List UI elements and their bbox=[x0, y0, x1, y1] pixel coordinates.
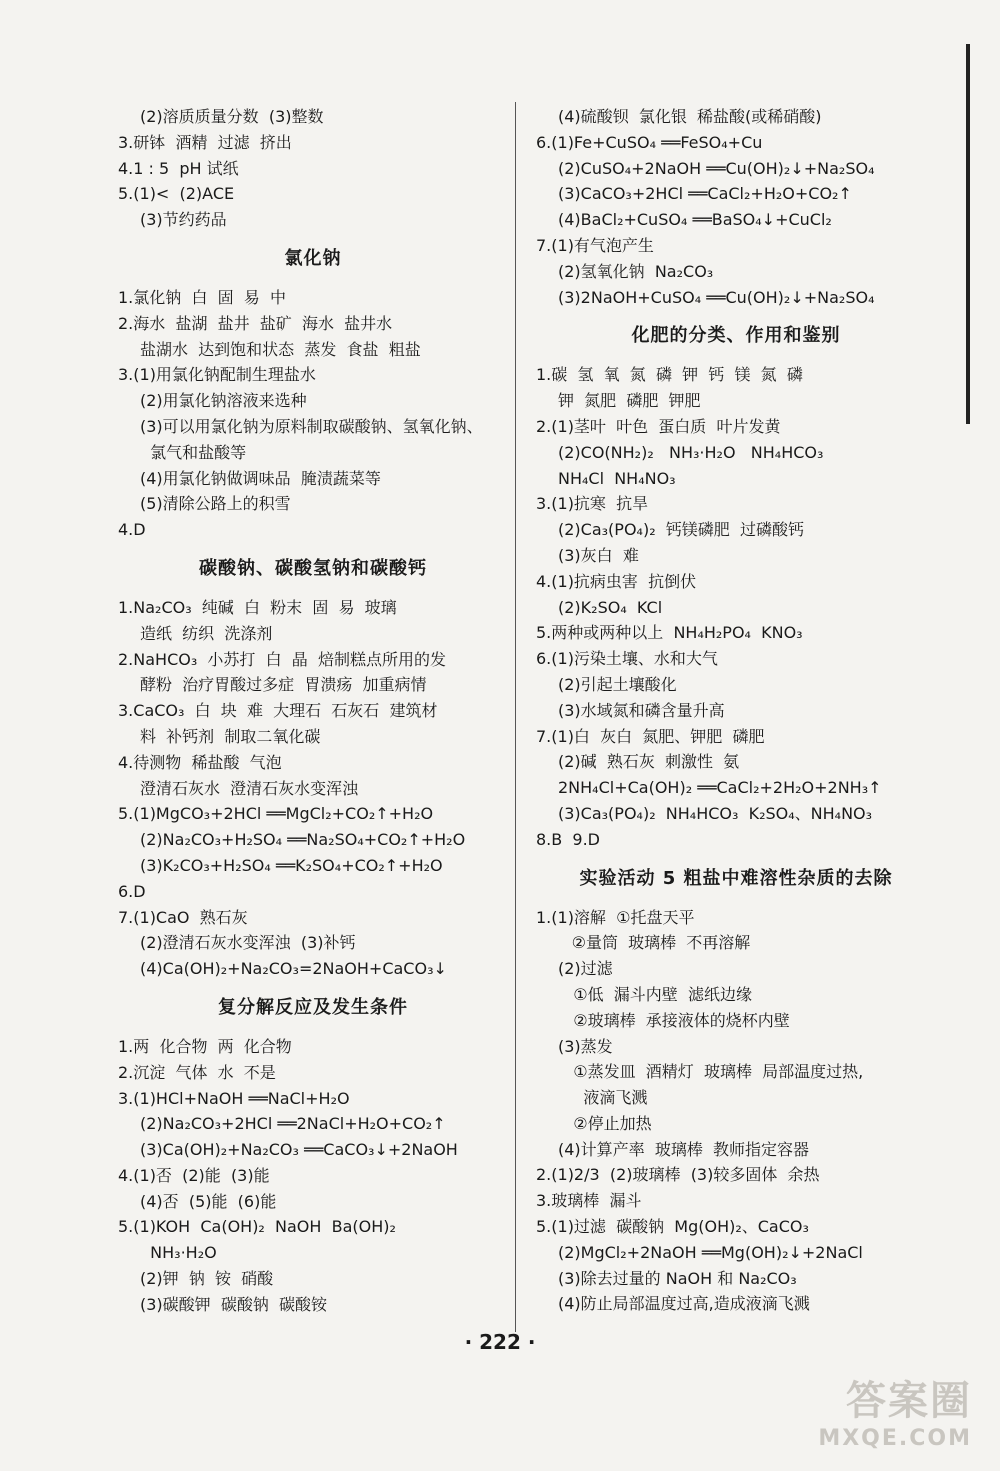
page-edge-bar bbox=[966, 44, 970, 424]
answer-line: (2)引起土壤酸化 bbox=[558, 674, 677, 694]
answer-line: (4)计算产率 玻璃棒 教师指定容器 bbox=[558, 1139, 810, 1159]
answer-line: (2)MgCl₂+2NaOH ══Mg(OH)₂↓+2NaCl bbox=[558, 1242, 863, 1262]
answer-line: 3.研钵 酒精 过滤 挤出 bbox=[118, 132, 292, 152]
answer-line: ②停止加热 bbox=[558, 1113, 652, 1133]
left-column bbox=[118, 104, 508, 1318]
answer-line: (2)CuSO₄+2NaOH ══Cu(OH)₂↓+Na₂SO₄ bbox=[558, 158, 875, 178]
answer-line: 液滴飞溅 bbox=[558, 1088, 648, 1108]
answer-line: 6.D bbox=[118, 881, 146, 901]
answer-line: (3)碳酸钾 碳酸钠 碳酸铵 bbox=[140, 1294, 328, 1314]
section-heading: 化肥的分类、作用和鉴别 bbox=[631, 325, 841, 347]
answer-line: (3)节约药品 bbox=[140, 210, 227, 230]
answer-line: (2)Na₂CO₃+2HCl ══2NaCl+H₂O+CO₂↑ bbox=[140, 1114, 446, 1134]
answer-line: ②玻璃棒 承接液体的烧杯内壁 bbox=[558, 1010, 790, 1030]
answer-line: 3.(1)抗寒 抗旱 bbox=[536, 494, 649, 514]
answer-line: 钾 氮肥 磷肥 钾肥 bbox=[558, 391, 701, 411]
answer-line: 8.B 9.D bbox=[536, 829, 600, 849]
answer-line: 3.(1)HCl+NaOH ══NaCl+H₂O bbox=[118, 1088, 350, 1108]
answer-line: (4)硫酸钡 氯化银 稀盐酸(或稀硝酸) bbox=[558, 107, 822, 126]
answer-line: (2)Ca₃(PO₄)₂ 钙镁磷肥 过磷酸钙 bbox=[558, 520, 804, 540]
right-column bbox=[536, 104, 936, 1317]
answer-line: 5.两种或两种以上 NH₄H₂PO₄ KNO₃ bbox=[536, 623, 803, 643]
answer-line: 4.(1)抗病虫害 抗倒伏 bbox=[536, 571, 697, 591]
answer-line: 6.(1)污染土壤、水和大气 bbox=[536, 649, 718, 669]
answer-line: 氯气和盐酸等 bbox=[140, 442, 247, 462]
answer-line: 1.(1)溶解 ①托盘天平 bbox=[536, 907, 695, 927]
answer-line: (3)2NaOH+CuSO₄ ══Cu(OH)₂↓+Na₂SO₄ bbox=[558, 287, 875, 307]
answer-line: ①低 漏斗内壁 滤纸边缘 bbox=[558, 984, 752, 1004]
answer-line: (2)溶质质量分数 (3)整数 bbox=[140, 107, 324, 126]
answer-line: (3)Ca(OH)₂+Na₂CO₃ ══CaCO₃↓+2NaOH bbox=[140, 1140, 458, 1160]
answer-line: (3)蒸发 bbox=[558, 1036, 613, 1056]
section-heading: 复分解反应及发生条件 bbox=[218, 996, 408, 1018]
answer-line: (3)可以用氯化钠为原料制取碳酸钠、氢氧化钠、 bbox=[140, 416, 483, 436]
answer-line: 7.(1)CaO 熟石灰 bbox=[118, 907, 248, 927]
answer-line: (3)K₂CO₃+H₂SO₄ ══K₂SO₄+CO₂↑+H₂O bbox=[140, 855, 443, 875]
answer-line: NH₃·H₂O bbox=[140, 1243, 217, 1263]
answer-line: NH₄Cl NH₄NO₃ bbox=[558, 468, 676, 488]
answer-line: (4)用氯化钠做调味品 腌渍蔬菜等 bbox=[140, 468, 381, 488]
answer-line: 2NH₄Cl+Ca(OH)₂ ══CaCl₂+2H₂O+2NH₃↑ bbox=[558, 778, 882, 798]
answer-line: 7.(1)白 灰白 氮肥、钾肥 磷肥 bbox=[536, 726, 765, 746]
answer-line: 3.CaCO₃ 白 块 难 大理石 石灰石 建筑材 bbox=[118, 701, 438, 721]
answer-line: 1.Na₂CO₃ 纯碱 白 粉末 固 易 玻璃 bbox=[118, 597, 397, 617]
answer-line: (2)用氯化钠溶液来选种 bbox=[140, 391, 307, 411]
answer-line: 3.玻璃棒 漏斗 bbox=[536, 1191, 642, 1211]
answer-line: 3.(1)用氯化钠配制生理盐水 bbox=[118, 365, 316, 385]
answer-line: 酵粉 治疗胃酸过多症 胃溃疡 加重病情 bbox=[140, 675, 427, 695]
watermark-main: 答案圈 bbox=[846, 1378, 972, 1424]
answer-line: 4.待测物 稀盐酸 气泡 bbox=[118, 752, 282, 772]
answer-line: 2.沉淀 气体 水 不是 bbox=[118, 1062, 276, 1082]
answer-line: 4.1 : 5 pH 试纸 bbox=[118, 158, 239, 178]
answer-line: 2.(1)茎叶 叶色 蛋白质 叶片发黄 bbox=[536, 416, 781, 436]
answer-line: ①蒸发皿 酒精灯 玻璃棒 局部温度过热, bbox=[558, 1062, 864, 1082]
answer-line: (2)过滤 bbox=[558, 959, 613, 979]
section-heading: 实验活动 5 粗盐中难溶性杂质的去除 bbox=[579, 867, 893, 889]
answer-line: (2)CO(NH₂)₂ NH₃·H₂O NH₄HCO₃ bbox=[558, 442, 824, 462]
answer-line: 5.(1)MgCO₃+2HCl ══MgCl₂+CO₂↑+H₂O bbox=[118, 804, 434, 824]
answer-line: 造纸 纺织 洗涤剂 bbox=[140, 623, 273, 643]
answer-line: (4)防止局部温度过高,造成液滴飞溅 bbox=[558, 1294, 810, 1314]
answer-line: (2)澄清石灰水变浑浊 (3)补钙 bbox=[140, 933, 356, 953]
watermark-url: MXQE.COM bbox=[818, 1426, 972, 1451]
answer-line: 5.(1)< (2)ACE bbox=[118, 184, 235, 204]
answer-line: 7.(1)有气泡产生 bbox=[536, 235, 654, 255]
answer-line: (3)CaCO₃+2HCl ══CaCl₂+H₂O+CO₂↑ bbox=[558, 184, 852, 204]
answer-line: ②量筒 玻璃棒 不再溶解 bbox=[536, 933, 751, 953]
watermark bbox=[818, 1369, 972, 1451]
section-heading: 碳酸钠、碳酸氢钠和碳酸钙 bbox=[199, 557, 427, 579]
answer-line: 2.(1)2/3 (2)玻璃棒 (3)较多固体 余热 bbox=[536, 1165, 820, 1185]
answer-line: 6.(1)Fe+CuSO₄ ══FeSO₄+Cu bbox=[536, 132, 763, 152]
answer-line: (4)BaCl₂+CuSO₄ ══BaSO₄↓+CuCl₂ bbox=[558, 210, 832, 230]
answer-line: 澄清石灰水 澄清石灰水变浑浊 bbox=[140, 778, 359, 798]
answer-line: (2)氢氧化钠 Na₂CO₃ bbox=[558, 261, 714, 281]
answer-line: 盐湖水 达到饱和状态 蒸发 食盐 粗盐 bbox=[140, 339, 421, 359]
answer-line: (2)碱 熟石灰 刺激性 氨 bbox=[558, 752, 740, 772]
page-number: · 222 · bbox=[464, 1330, 536, 1354]
answer-line: 4.(1)否 (2)能 (3)能 bbox=[118, 1165, 270, 1185]
answer-line: (4)否 (5)能 (6)能 bbox=[140, 1191, 277, 1211]
answer-line: (2)K₂SO₄ KCl bbox=[558, 597, 663, 617]
answer-line: 5.(1)过滤 碳酸钠 Mg(OH)₂、CaCO₃ bbox=[536, 1217, 809, 1237]
answer-line: 2.海水 盐湖 盐井 盐矿 海水 盐井水 bbox=[118, 313, 393, 333]
answer-line: (3)水域氮和磷含量升高 bbox=[558, 700, 725, 720]
answer-line: (4)Ca(OH)₂+Na₂CO₃=2NaOH+CaCO₃↓ bbox=[140, 959, 447, 979]
answer-line: 4.D bbox=[118, 520, 146, 540]
answer-line: 1.氯化钠 白 固 易 中 bbox=[118, 287, 286, 307]
answer-line: (2)Na₂CO₃+H₂SO₄ ══Na₂SO₄+CO₂↑+H₂O bbox=[140, 830, 466, 850]
answer-line: 1.碳 氢 氧 氮 磷 钾 钙 镁 氮 磷 bbox=[536, 365, 803, 385]
answer-line: 2.NaHCO₃ 小苏打 白 晶 焙制糕点所用的发 bbox=[118, 649, 446, 669]
answer-line: (2)钾 钠 铵 硝酸 bbox=[140, 1269, 274, 1289]
answer-line: (3)除去过量的 NaOH 和 Na₂CO₃ bbox=[558, 1268, 797, 1288]
answer-line: 5.(1)KOH Ca(OH)₂ NaOH Ba(OH)₂ bbox=[118, 1217, 396, 1237]
answer-line: (3)Ca₃(PO₄)₂ NH₄HCO₃ K₂SO₄、NH₄NO₃ bbox=[558, 803, 873, 823]
section-heading: 氯化钠 bbox=[284, 247, 342, 269]
answer-line: 料 补钙剂 制取二氧化碳 bbox=[140, 726, 321, 746]
answer-line: 1.两 化合物 两 化合物 bbox=[118, 1036, 292, 1056]
answer-line: (3)灰白 难 bbox=[558, 545, 639, 565]
answer-line: (5)清除公路上的积雪 bbox=[140, 494, 291, 514]
column-divider bbox=[515, 102, 516, 1332]
